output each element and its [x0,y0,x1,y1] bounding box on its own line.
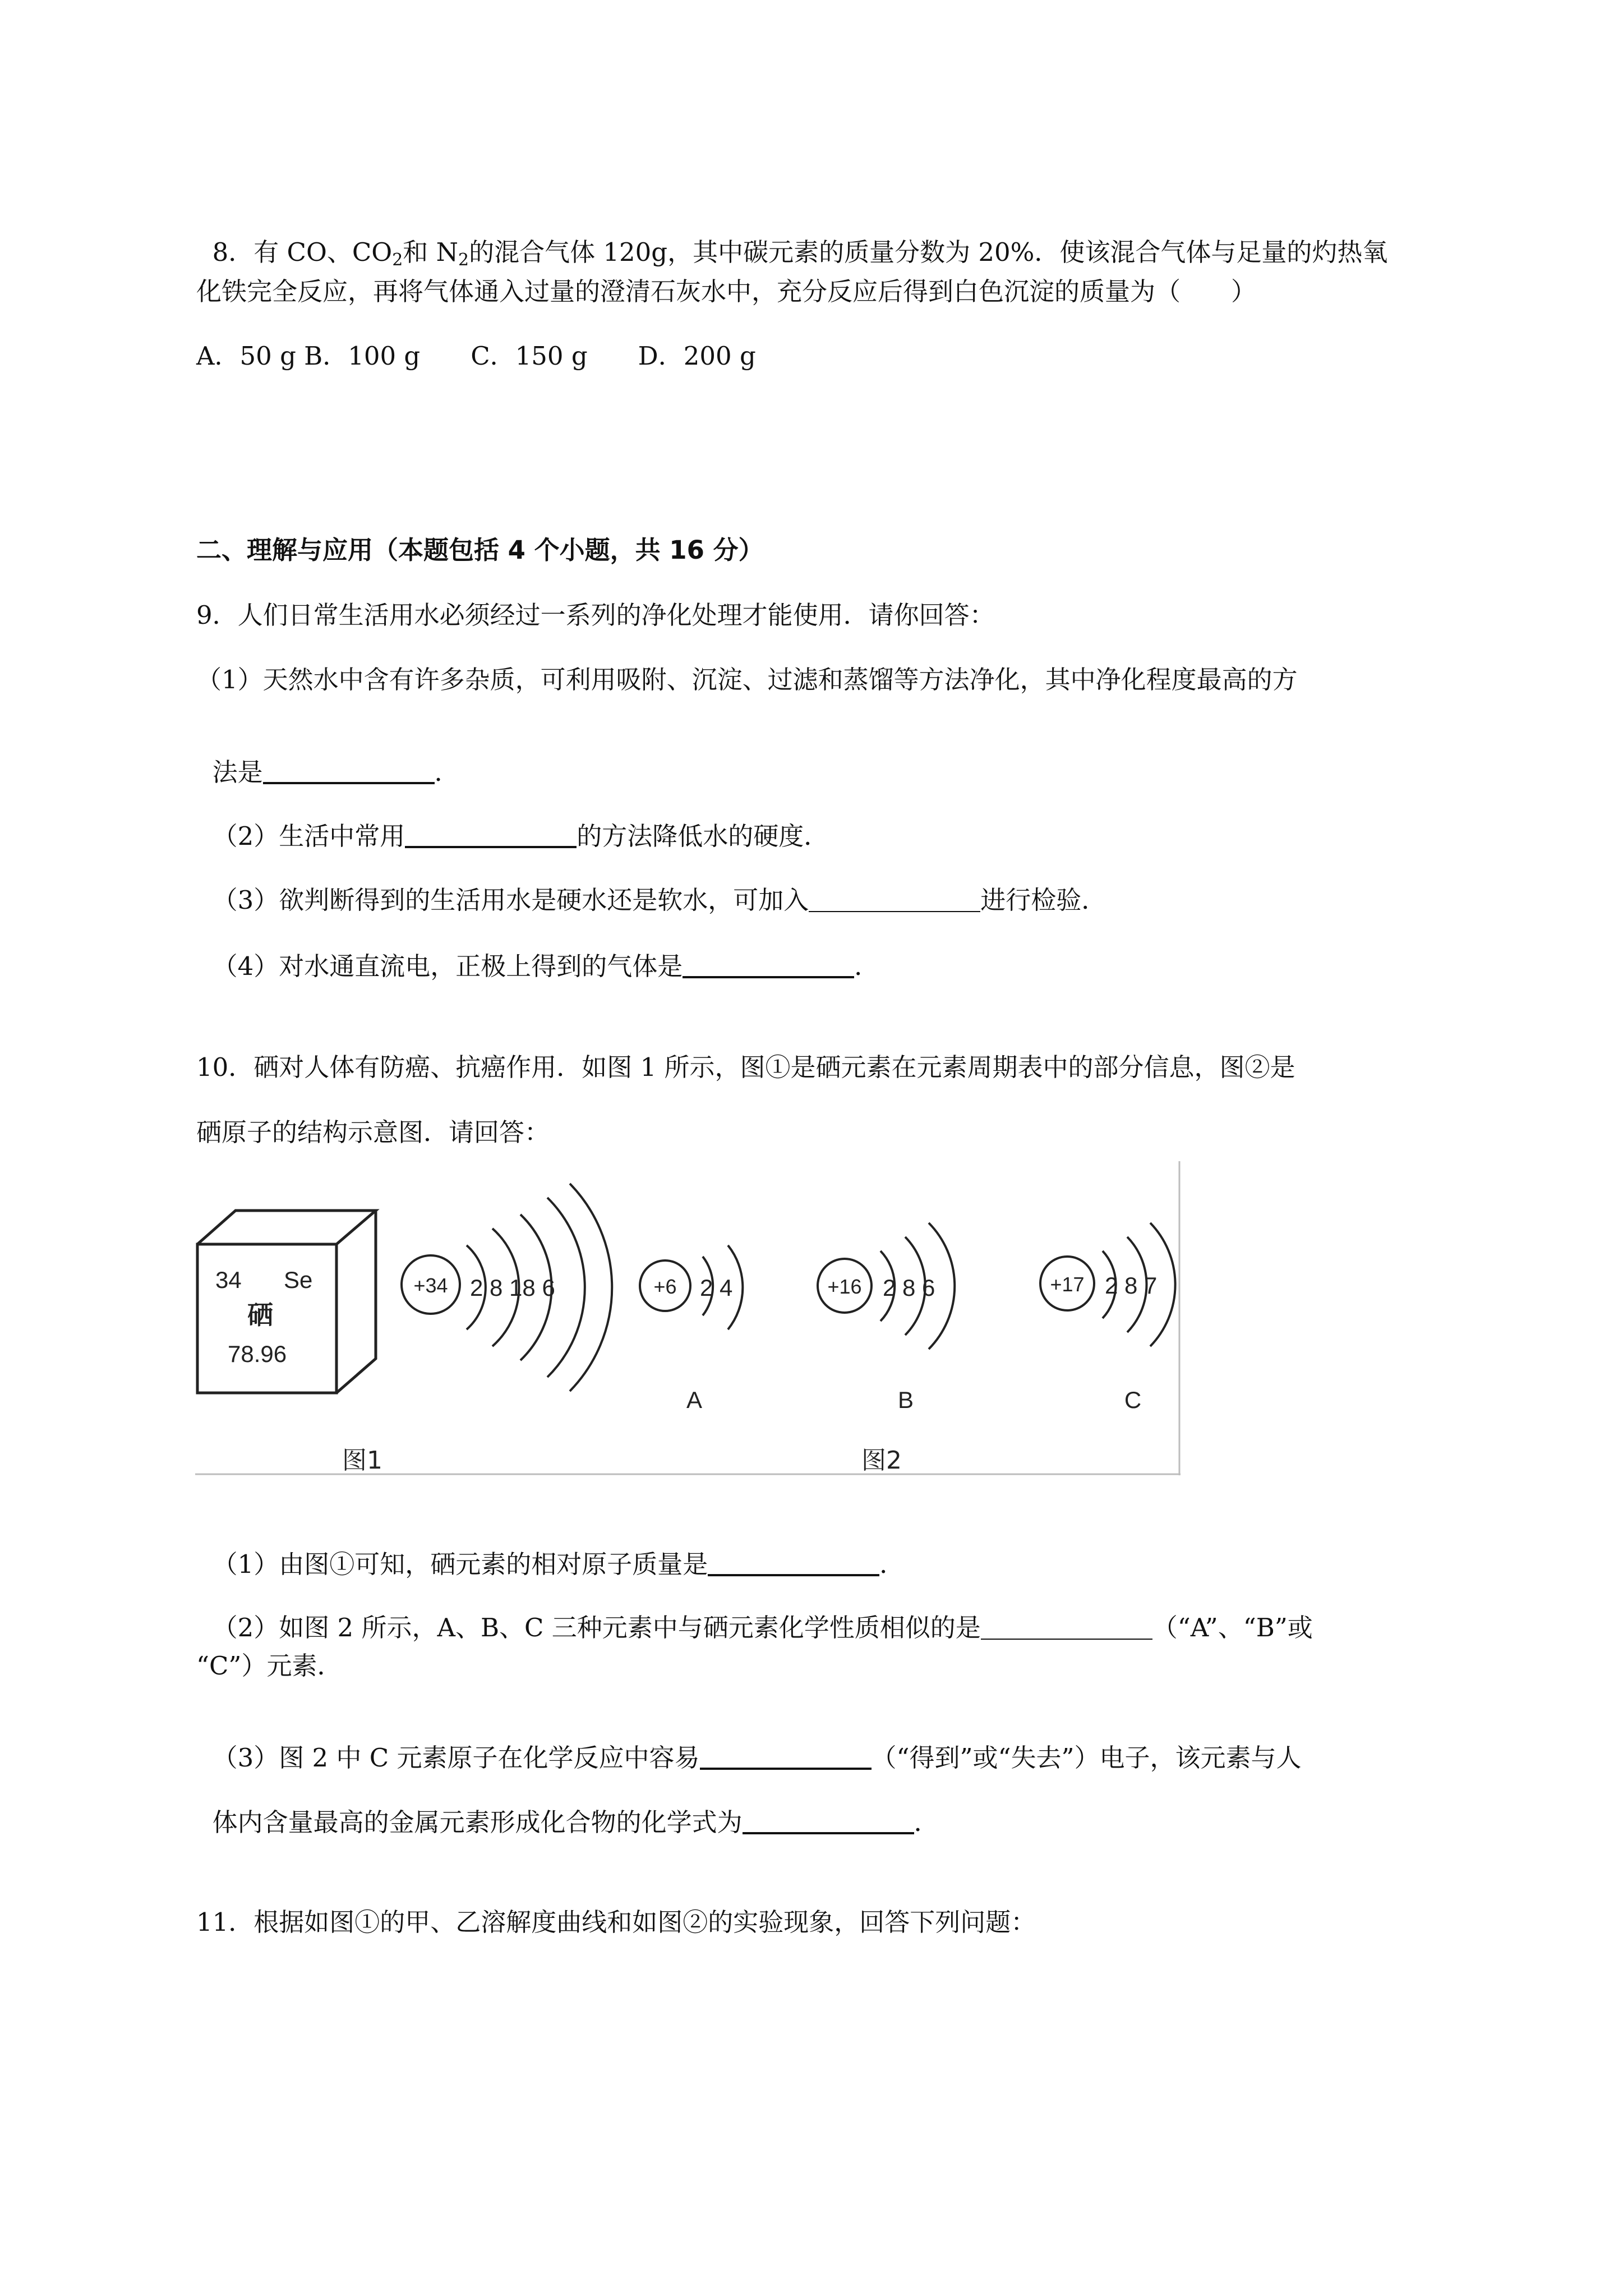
answer-blank[interactable] [708,1549,879,1576]
q10-text: （2）如图 2 所示，A、B、C 三种元素中与硒元素化学性质相似的是 [212,1613,981,1642]
q9-text: ． [854,951,880,981]
q9-text: （3）欲判断得到的生活用水是硬水还是软水，可加入 [212,885,809,915]
q10-part3-line2 [196,1782,939,1835]
answer-blank[interactable] [405,821,577,848]
q9-part1-line1: （1）天然水中含有许多杂质，可利用吸附、沉淀、过滤和蒸馏等方法净化，其中净化程度最高的方 [196,665,1298,694]
selenium-atom-diagram [402,1184,612,1391]
nucleus-charge: +16 [827,1275,862,1298]
q8-text: 的混合气体 120g，其中碳元素的质量分数为 20%．使该混合气体与足量的灼热氧 [469,237,1388,267]
subscript: 2 [392,250,403,270]
figure-svg [195,1161,1182,1481]
answer-blank[interactable] [809,886,980,912]
q9-part2 [196,796,829,849]
atom-label: C [1124,1387,1142,1413]
answer-blank[interactable] [743,1807,914,1834]
q9-text: ． [434,757,460,787]
nucleus-charge: +34 [413,1274,448,1297]
section-title: 二、理解与应用（本题包括 4 个小题，共 16 分） [196,535,764,565]
q9-text: （4）对水通直流电，正极上得到的气体是 [212,951,683,981]
q10-text: ． [879,1549,905,1579]
q8-options: A．50 g B．100 g C．150 g D．200 g [196,341,756,371]
answer-blank[interactable] [263,757,435,784]
q10-stem-line2: 硒原子的结构示意图．请回答： [196,1117,550,1147]
q9-stem: 9．人们日常生活用水必须经过一系列的净化处理才能使用．请你回答： [196,600,995,630]
q9-text: 进行检验． [980,885,1107,915]
atomic-structure-figure [195,1161,1182,1481]
q10-part3-line1 [196,1718,1302,1773]
q9-text: 的方法降低水的硬度． [577,821,829,851]
electron-counts: 2 4 [700,1274,733,1301]
answer-blank[interactable] [700,1743,872,1770]
q10-text: （1）由图①可知，硒元素的相对原子质量是 [212,1549,708,1579]
q10-text: ． [914,1807,939,1837]
figure-caption-2: 图2 [861,1446,902,1475]
q8-line2: 化铁完全反应，再将气体通入过量的澄清石灰水中，充分反应后得到白色沉淀的质量为（ ） [196,277,1257,306]
q9-text: 法是 [212,757,263,787]
q11-stem: 11．根据如图①的甲、乙溶解度曲线和如图②的实验现象，回答下列问题： [196,1907,1036,1937]
nucleus-charge: +17 [1050,1273,1085,1296]
answer-blank[interactable] [981,1614,1152,1640]
subscript: 2 [458,250,469,270]
answer-blank[interactable] [683,951,854,978]
q10-text: 体内含量最高的金属元素形成化合物的化学式为 [212,1807,743,1837]
q8-text: 和 N [403,237,458,267]
q10-part2-line1 [196,1589,1313,1640]
q10-stem-line1: 10．硒对人体有防癌、抗癌作用．如图 1 所示，图①是硒元素在元素周期表中的部分信息，图②是 [196,1052,1295,1082]
q10-text: （3）图 2 中 C 元素原子在化学反应中容易 [212,1743,700,1773]
electron-counts: 2 8 7 [1105,1272,1158,1299]
atom-c-diagram [1040,1223,1175,1413]
q9-part4 [196,926,879,979]
q9-text: （2）生活中常用 [212,821,405,851]
atomic-mass: 78.96 [228,1341,287,1367]
nucleus-charge: +6 [653,1275,677,1298]
q10-part1 [196,1524,905,1577]
q10-text: （“A”、“B”或 [1152,1613,1313,1642]
q10-part2-line2: “C”）元素． [196,1651,343,1681]
atomic-number: 34 [215,1267,242,1293]
electron-counts: 2 8 6 [883,1274,935,1301]
element-symbol: Se [284,1267,313,1293]
q10-text: （“得到”或“失去”）电子，该元素与人 [871,1743,1302,1773]
q9-part3 [196,861,1106,913]
q8-text: 8．有 CO、CO [212,237,393,267]
atom-label: B [897,1387,914,1413]
q9-part1-line2 [196,732,460,785]
q8-line1 [196,214,1387,269]
atom-b-diagram [818,1223,955,1413]
figure-caption-1: 图1 [342,1446,382,1475]
electron-counts: 2 8 18 6 [470,1274,555,1301]
atom-a-diagram [640,1245,743,1413]
atom-label: A [686,1387,703,1413]
element-name: 硒 [247,1300,273,1330]
